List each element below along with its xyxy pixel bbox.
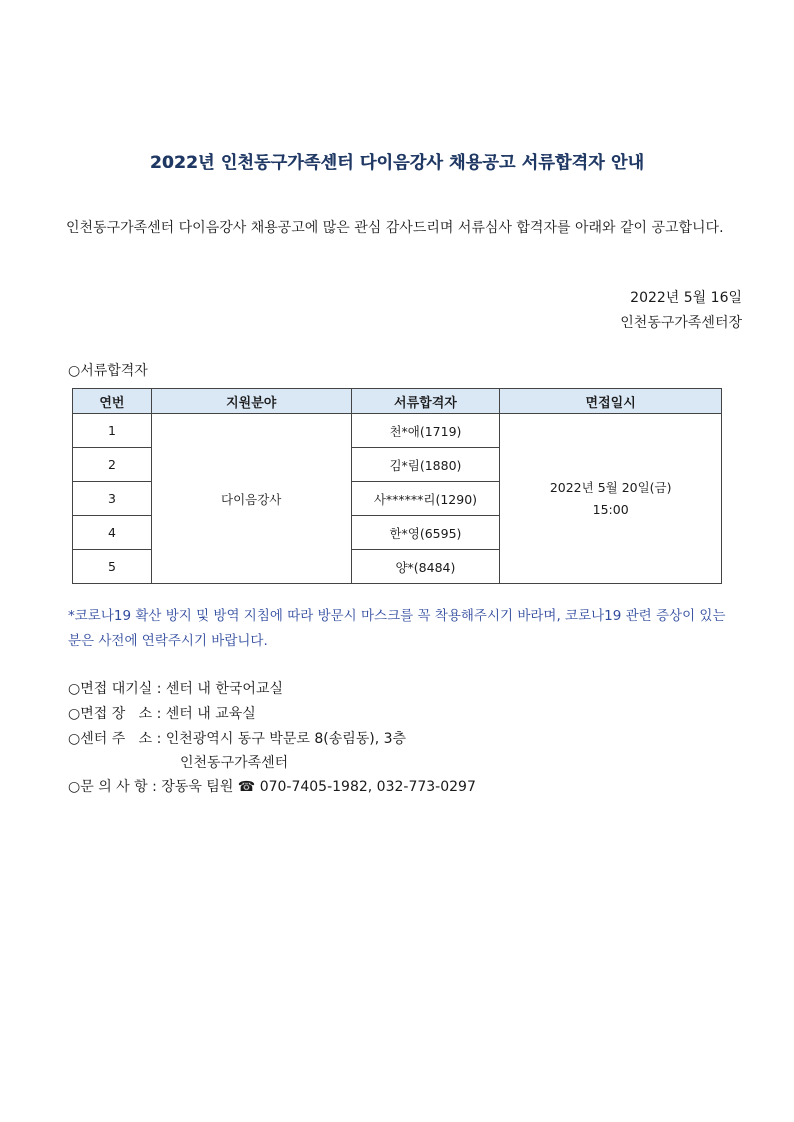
- header-applicant: 서류합격자: [351, 389, 500, 414]
- applicant-name: 김*림(1880): [351, 448, 500, 482]
- applicant-name: 천*애(1719): [351, 414, 500, 448]
- info-address-line2: 인천동구가족센터: [180, 755, 289, 771]
- applicant-name: 양*(8484): [351, 550, 500, 584]
- announcement-date: 2022년 5월 16일: [630, 290, 742, 306]
- page-title: 2022년 인천동구가족센터 다이음강사 채용공고 서류합격자 안내: [149, 153, 645, 173]
- covid-notice: *코로나19 확산 방지 및 방역 지침에 따라 방문시 마스크를 꼭 착용해주시기 바라며, 코로나19 관련 증상이 있는 분은 사전에 연락주시기 바랍니다.: [68, 608, 726, 649]
- row-no: 3: [73, 482, 152, 516]
- row-no: 4: [73, 516, 152, 550]
- header-interview: 면접일시: [500, 389, 722, 414]
- header-no: 연번: [73, 389, 152, 414]
- field-cell: 다이음강사: [151, 414, 351, 584]
- table-header-row: [73, 389, 722, 414]
- intro-paragraph: 인천동구가족센터 다이음강사 채용공고에 많은 관심 감사드리며 서류심사 합격자를 아래와 같이 공고합니다.: [66, 220, 724, 236]
- header-field: 지원분야: [151, 389, 351, 414]
- row-no: 1: [73, 414, 152, 448]
- interview-time: 15:00: [592, 501, 629, 517]
- section-label: ○서류합격자: [68, 363, 148, 379]
- interview-datetime-cell: [500, 414, 722, 584]
- announcing-organization: 인천동구가족센터장: [620, 315, 742, 331]
- info-waiting-room: ○면접 대기실 : 센터 내 한국어교실: [68, 681, 283, 697]
- results-table: [72, 388, 722, 584]
- info-address: ○센터 주 소 : 인천광역시 동구 박문로 8(송림동), 3층: [68, 731, 407, 747]
- row-no: 5: [73, 550, 152, 584]
- info-interview-room: ○면접 장 소 : 센터 내 교육실: [68, 706, 256, 722]
- info-contact: ○문 의 사 항 : 장동욱 팀원 ☎ 070-7405-1982, 032-773-0297: [68, 779, 476, 795]
- table-row: [73, 414, 722, 448]
- row-no: 2: [73, 448, 152, 482]
- interview-date: 2022년 5월 20일(금): [549, 479, 672, 495]
- applicant-name: 한*영(6595): [351, 516, 500, 550]
- applicant-name: 사******리(1290): [351, 482, 500, 516]
